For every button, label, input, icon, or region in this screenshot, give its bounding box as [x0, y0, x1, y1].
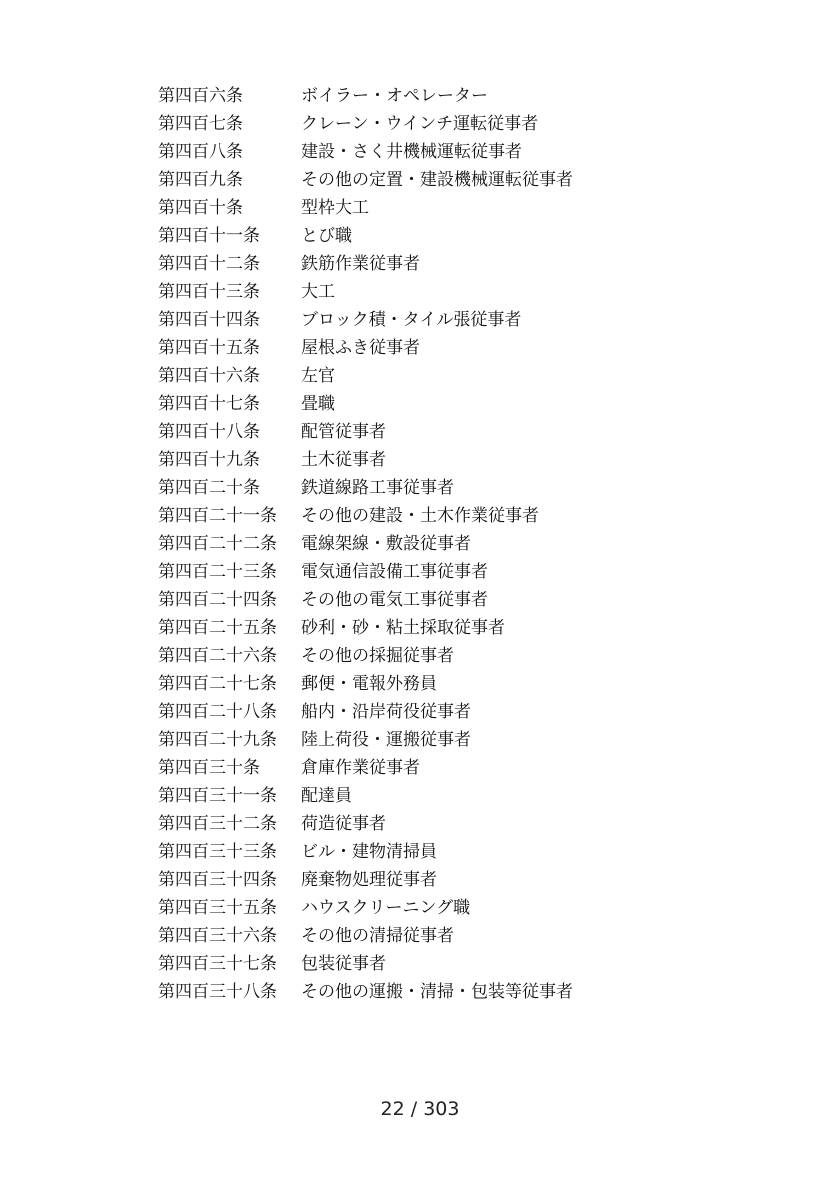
article-row — [158, 782, 573, 810]
article-row — [158, 838, 573, 866]
article-number: 第四百二十四条 — [158, 590, 277, 610]
article-number: 第四百三十一条 — [158, 786, 277, 806]
article-number: 第四百十九条 — [158, 450, 260, 470]
article-row — [158, 922, 573, 950]
article-row — [158, 278, 573, 306]
article-title: 廃棄物処理従事者 — [301, 870, 437, 890]
article-title: 砂利・砂・粘土採取従事者 — [301, 618, 505, 638]
article-title: ブロック積・タイル張従事者 — [301, 310, 522, 330]
article-row — [158, 670, 573, 698]
article-title: 鉄道線路工事従事者 — [301, 478, 454, 498]
article-row — [158, 698, 573, 726]
article-title: 荷造従事者 — [301, 814, 386, 834]
article-row — [158, 362, 573, 390]
article-number: 第四百十条 — [158, 198, 243, 218]
article-row — [158, 166, 573, 194]
article-title: その他の定置・建設機械運転従事者 — [301, 170, 573, 190]
article-row — [158, 474, 573, 502]
article-title: その他の採掘従事者 — [301, 646, 454, 666]
article-title: 配管従事者 — [301, 422, 386, 442]
article-number: 第四百三十三条 — [158, 842, 277, 862]
article-title: その他の運搬・清掃・包装等従事者 — [301, 982, 573, 1002]
article-list — [158, 82, 573, 1006]
article-row — [158, 418, 573, 446]
article-row — [158, 978, 573, 1006]
article-title: その他の清掃従事者 — [301, 926, 454, 946]
article-number: 第四百三十条 — [158, 758, 260, 778]
article-number: 第四百九条 — [158, 170, 243, 190]
article-title: 陸上荷役・運搬従事者 — [301, 730, 471, 750]
article-number: 第四百二十一条 — [158, 506, 277, 526]
article-title: その他の電気工事従事者 — [301, 590, 488, 610]
article-title: その他の建設・土木作業従事者 — [301, 506, 539, 526]
article-number: 第四百二十三条 — [158, 562, 277, 582]
article-row — [158, 334, 573, 362]
article-row — [158, 390, 573, 418]
article-title: 船内・沿岸荷役従事者 — [301, 702, 471, 722]
article-row — [158, 642, 573, 670]
article-title: 左官 — [301, 366, 335, 386]
article-title: 土木従事者 — [301, 450, 386, 470]
article-title: 型枠大工 — [301, 198, 369, 218]
article-title: ハウスクリーニング職 — [301, 898, 471, 918]
article-number: 第四百十三条 — [158, 282, 260, 302]
article-title: 屋根ふき従事者 — [301, 338, 420, 358]
article-row — [158, 306, 573, 334]
article-number: 第四百十六条 — [158, 366, 260, 386]
article-title: 電気通信設備工事従事者 — [301, 562, 488, 582]
article-title: 畳職 — [301, 394, 335, 414]
article-row — [158, 110, 573, 138]
article-number: 第四百十一条 — [158, 226, 260, 246]
page-number: 22 / 303 — [380, 1098, 460, 1120]
article-row — [158, 446, 573, 474]
article-title: 大工 — [301, 282, 335, 302]
article-row — [158, 138, 573, 166]
article-number: 第四百二十九条 — [158, 730, 277, 750]
article-number: 第四百十五条 — [158, 338, 260, 358]
article-number: 第四百三十四条 — [158, 870, 277, 890]
article-title: 鉄筋作業従事者 — [301, 254, 420, 274]
article-number: 第四百八条 — [158, 142, 243, 162]
article-number: 第四百三十五条 — [158, 898, 277, 918]
article-row — [158, 222, 573, 250]
article-row — [158, 866, 573, 894]
article-number: 第四百十四条 — [158, 310, 260, 330]
article-number: 第四百七条 — [158, 114, 243, 134]
article-row — [158, 82, 573, 110]
article-number: 第四百十七条 — [158, 394, 260, 414]
article-number: 第四百三十二条 — [158, 814, 277, 834]
article-title: 郵便・電報外務員 — [301, 674, 437, 694]
article-row — [158, 754, 573, 782]
article-title: 包装従事者 — [301, 954, 386, 974]
article-title: ビル・建物清掃員 — [301, 842, 437, 862]
article-row — [158, 194, 573, 222]
article-title: とび職 — [301, 226, 352, 246]
article-row — [158, 530, 573, 558]
article-number: 第四百二十八条 — [158, 702, 277, 722]
article-row — [158, 614, 573, 642]
article-row — [158, 586, 573, 614]
article-number: 第四百二十六条 — [158, 646, 277, 666]
article-title: ボイラー・オペレーター — [301, 86, 488, 106]
article-row — [158, 894, 573, 922]
article-number: 第四百二十七条 — [158, 674, 277, 694]
article-title: 電線架線・敷設従事者 — [301, 534, 471, 554]
article-title: 倉庫作業従事者 — [301, 758, 420, 778]
article-number: 第四百二十五条 — [158, 618, 277, 638]
article-row — [158, 950, 573, 978]
article-number: 第四百三十八条 — [158, 982, 277, 1002]
article-number: 第四百十二条 — [158, 254, 260, 274]
article-title: 配達員 — [301, 786, 352, 806]
article-row — [158, 810, 573, 838]
article-number: 第四百十八条 — [158, 422, 260, 442]
article-row — [158, 558, 573, 586]
article-title: クレーン・ウインチ運転従事者 — [301, 114, 539, 134]
article-row — [158, 502, 573, 530]
article-number: 第四百六条 — [158, 86, 243, 106]
article-number: 第四百二十二条 — [158, 534, 277, 554]
article-row — [158, 726, 573, 754]
article-row — [158, 250, 573, 278]
article-title: 建設・さく井機械運転従事者 — [301, 142, 522, 162]
article-number: 第四百三十六条 — [158, 926, 277, 946]
article-number: 第四百二十条 — [158, 478, 260, 498]
article-number: 第四百三十七条 — [158, 954, 277, 974]
